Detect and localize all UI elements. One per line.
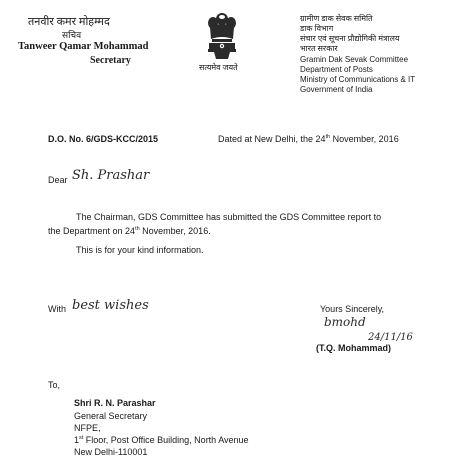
office-english-line-3: Ministry of Communications & IT xyxy=(300,75,416,84)
body-paragraph-line-2: the Department on 24th November, 2016. xyxy=(48,226,211,236)
office-english-line-1: Gramin Dak Sevak Committee xyxy=(300,55,409,64)
sender-title-english: Secretary xyxy=(90,55,131,66)
office-english-line-2: Department of Posts xyxy=(300,65,373,74)
sender-name-hindi: तनवीर कमर मोहम्मद xyxy=(28,16,110,28)
addressee-designation: General Secretary xyxy=(74,411,148,421)
addressee-address-line-2: New Delhi-110001 xyxy=(74,447,148,457)
salutation-handwritten: Sh. Prashar xyxy=(72,168,150,183)
closing-handwritten-wishes: best wishes xyxy=(72,298,149,313)
body-paragraph-line-1: The Chairman, GDS Committee has submitted the GDS Committee report to xyxy=(76,212,382,222)
addressee-organization: NFPE, xyxy=(74,423,101,433)
addressee-name: Shri R. N. Parashar xyxy=(74,398,156,408)
signatory-name: (T.Q. Mohammad) xyxy=(316,343,392,353)
sender-name-english: Tanweer Qamar Mohammad xyxy=(18,41,149,52)
office-english-line-4: Government of India xyxy=(300,85,373,94)
addressee-to: To, xyxy=(48,380,61,390)
reference-number: D.O. No. 6/GDS-KCC/2015 xyxy=(48,134,159,144)
signature: bmohd xyxy=(324,315,366,329)
signature-date: 24/11/16 xyxy=(368,332,413,343)
closing-with-label: With xyxy=(48,304,66,314)
salutation-label: Dear xyxy=(48,175,68,185)
office-hindi-line-3: संचार एवं सूचना प्रौद्योगिकी मंत्रालय xyxy=(300,34,400,43)
office-hindi-line-4: भारत सरकार xyxy=(300,44,338,53)
office-hindi-line-1: ग्रामीण डाक सेवक समिति xyxy=(300,14,373,23)
letter-date: Dated at New Delhi, the 24th November, 2016 xyxy=(218,134,399,144)
body-paragraph-2: This is for your kind information. xyxy=(76,245,204,255)
office-hindi-line-2: डाक विभाग xyxy=(300,24,334,33)
yours-sincerely: Yours Sincerely, xyxy=(320,304,385,314)
sender-title-hindi: सचिव xyxy=(62,30,82,40)
addressee-address-line-1: 1st Floor, Post Office Building, North Avenue xyxy=(74,435,249,445)
emblem-motto: सत्यमेव जयते xyxy=(199,63,238,72)
